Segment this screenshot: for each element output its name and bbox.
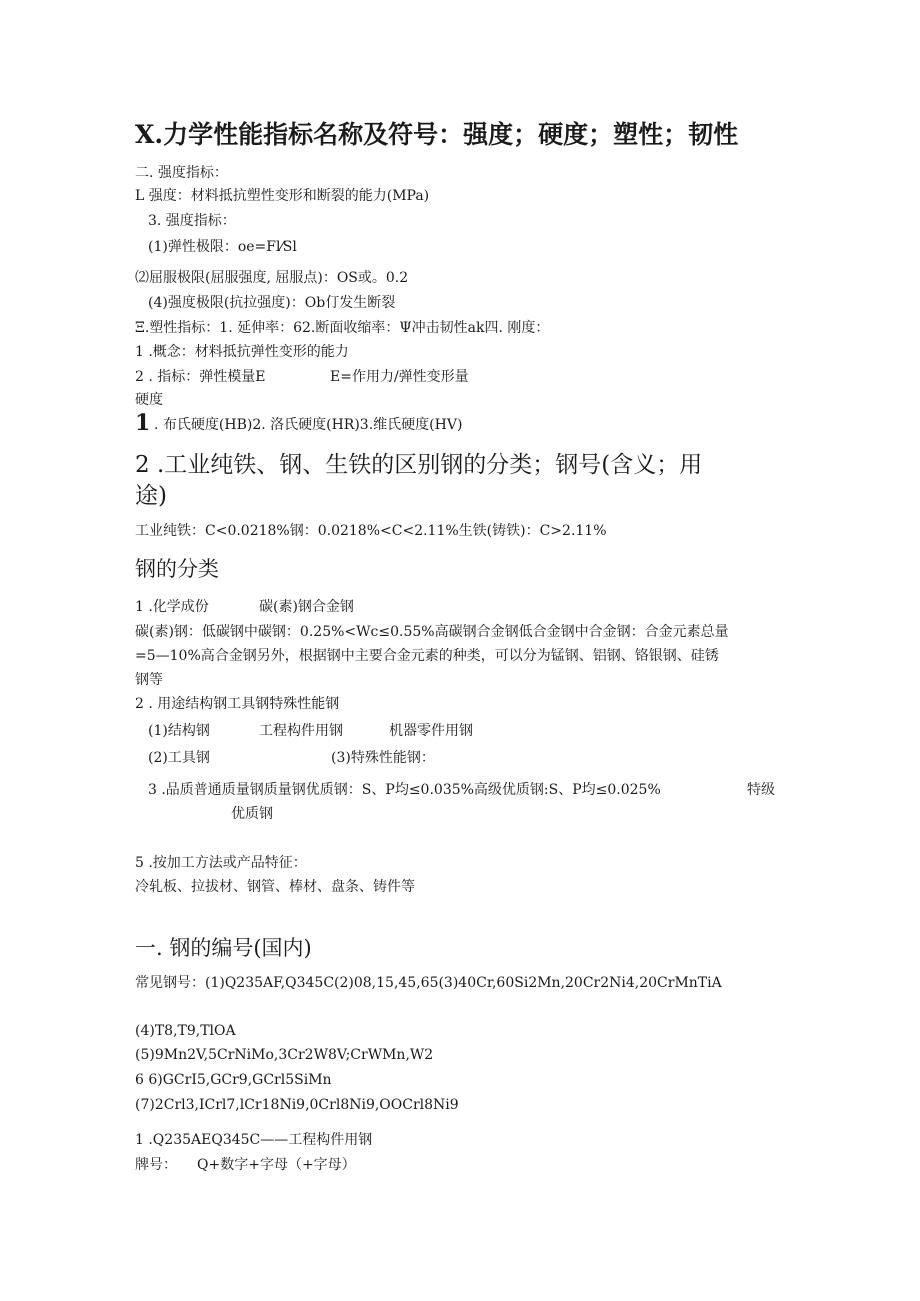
text-line: 常见钢号：(1)Q235AF,Q345C(2)08,15,45,65(3)40Cr,60Si2Mn,20Cr2Ni4,20CrMnTiA <box>135 975 722 991</box>
text-line: . 布氏硬度(HB)2. 洛氏硬度(HR)3.维氏硬度(HV) <box>154 417 463 433</box>
text-line: 1 .概念：材料抵抗弹性变形的能力 <box>135 344 349 360</box>
text-line: (5)9Mn2V,5CrNiMo,3Cr2W8V;CrWMn,W2 <box>135 1047 434 1063</box>
text-line: 冷轧板、拉拔材、钢管、棒材、盘条、铸件等 <box>135 879 415 895</box>
text-line: 碳(素)钢：低碳钢中碳钢：0.25%<Wc≤0.55%高碳钢合金钢低合金钢中合金钢：合金元素总量 <box>135 624 729 640</box>
text-line: 1 .化学成份 <box>135 599 209 615</box>
text-line: 5 .按加工方法或产品特征： <box>135 855 307 871</box>
list-number: 1 <box>135 410 151 436</box>
section-2-title: 2 .工业纯铁、钢、生铁的区别钢的分类；钢号(含义；用 <box>135 452 703 478</box>
text-line: (2)工具钢 <box>148 750 210 766</box>
text-line: 机器零件用钢 <box>389 723 473 739</box>
text-line: (4)T8,T9,TlOA <box>135 1023 236 1039</box>
text-line: 6 6)GCrI5,GCr9,GCrl5SiMn <box>135 1072 332 1088</box>
section-1-title: X.力学性能指标名称及符号：强度；硬度；塑性；韧性 <box>135 120 739 149</box>
text-line: 工业纯铁：C<0.0218%钢：0.0218%<C<2.11%生铁(铸铁)：C>2.11% <box>135 523 607 539</box>
text-line: 3. 强度指标： <box>148 213 236 229</box>
text-line: 2 . 用途结构钢工具钢特殊性能钢 <box>135 696 340 712</box>
text-line: Q+数字+字母（+字母） <box>197 1157 356 1173</box>
text-line: 2 . 指标：弹性模量E <box>135 369 266 385</box>
subsection-title: 钢的分类 <box>135 557 219 581</box>
text-line: 工程构件用钢 <box>259 723 343 739</box>
section-2-title-cont: 途) <box>135 483 167 509</box>
text-line: 碳(素)钢合金钢 <box>259 599 354 615</box>
text-line: (1)弹性极限：oe=Fl⁄Sl <box>148 239 297 255</box>
text-line: (1)结构钢 <box>148 723 210 739</box>
text-line: (7)2Crl3,ICrl7,lCr18Ni9,0Crl8Ni9,OOCrl8Ni9 <box>135 1097 459 1113</box>
text-line: 1 .Q235AEQ345C——工程构件用钢 <box>135 1132 373 1148</box>
text-line: ⑵屈服极限(屈服强度, 屈服点)：OS或。0.2 <box>135 270 409 286</box>
text-line: E=作用力/弹性变形量 <box>330 369 469 385</box>
section-3-title: 一. 钢的编号(国内) <box>135 936 312 960</box>
text-line: 特级 <box>747 782 775 798</box>
text-line: (3)特殊性能钢： <box>331 750 435 766</box>
text-line: =5—10%高合金钢另外，根据钢中主要合金元素的种类，可以分为锰钢、铝钢、铬银钢、硅锈 <box>135 648 719 664</box>
text-line: 3 .品质普通质量钢质量钢优质钢：S、P均≤0.035%高级优质钢:S、P均≤0.025% <box>148 782 661 798</box>
text-line: 硬度 <box>135 392 163 408</box>
text-line: Ξ.塑性指标：1. 延伸率：62.断面收缩率：Ψ冲击韧性ak四. 刚度： <box>135 320 550 336</box>
text-line: (4)强度极限(抗拉强度)：Ob仃发生断裂 <box>148 295 396 311</box>
text-line: 优质钢 <box>231 806 273 822</box>
text-line: 牌号： <box>135 1157 177 1173</box>
text-line: 钢等 <box>135 672 163 688</box>
text-line: L 强度：材料抵抗塑性变形和断裂的能力(MPa) <box>135 188 430 204</box>
text-line: 二. 强度指标： <box>135 165 228 181</box>
